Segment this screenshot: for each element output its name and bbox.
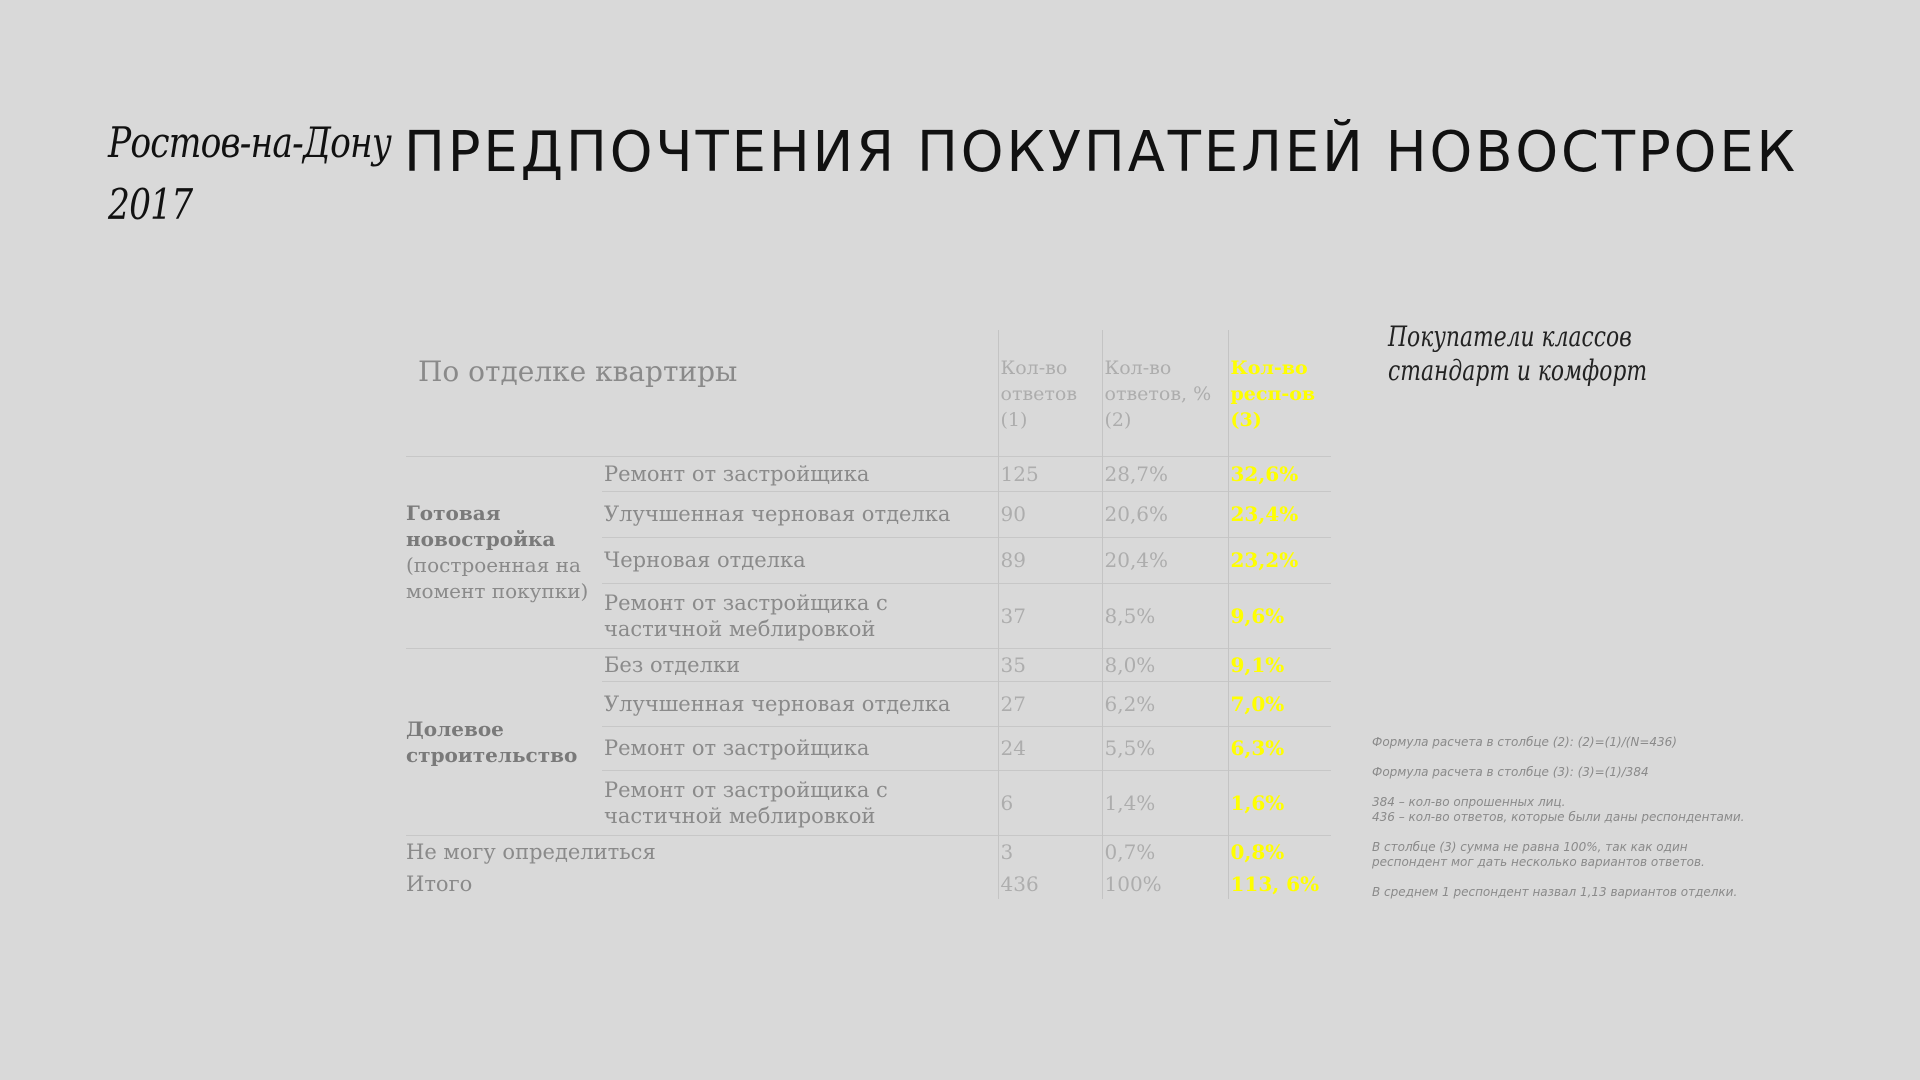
row-percent: 5,5% [1102,726,1228,770]
row-count: 3 [998,835,1102,869]
row-count: 27 [998,681,1102,726]
preferences-table [406,330,1331,899]
undecided-label: Не могу определиться [406,835,998,869]
row-percent: 20,4% [1102,537,1228,583]
row-percent: 28,7% [1102,456,1228,491]
group-name: Готовая новостройка [406,501,556,551]
subtitle-line: стандарт и комфорт [1388,354,1648,387]
year-label: 2017 [108,180,193,229]
row-count: 125 [998,456,1102,491]
row-respondents: 9,6% [1228,583,1331,648]
row-label: Улучшенная черновая отделка [602,491,998,537]
page-title: ПРЕДПОЧТЕНИЯ ПОКУПАТЕЛЕЙ НОВОСТРОЕК [404,120,1799,185]
city-name: Ростов-на-Дону [108,118,392,167]
row-respondents: 32,6% [1228,456,1331,491]
row-count: 90 [998,491,1102,537]
row-count: 6 [998,770,1102,835]
total-percent: 100% [1102,869,1228,899]
row-respondents: 9,1% [1228,648,1331,681]
section-title: По отделке квартиры [418,355,738,388]
footnote: Формула расчета в столбце (2): (2)=(1)/(N=436) [1372,735,1677,749]
row-respondents: 23,4% [1228,491,1331,537]
group-note: (построенная на момент покупки) [406,553,589,603]
row-respondents: 23,2% [1228,537,1331,583]
footnote: В среднем 1 респондент назвал 1,13 вариантов отделки. [1372,885,1738,899]
row-count: 89 [998,537,1102,583]
row-label: Ремонт от застройщика с частичной меблировкой [602,770,998,835]
row-label: Улучшенная черновая отделка [602,681,998,726]
row-label: Ремонт от застройщика [602,456,998,491]
row-percent: 8,5% [1102,583,1228,648]
row-percent: 0,7% [1102,835,1228,869]
row-percent: 1,4% [1102,770,1228,835]
table-subtitle [1388,320,1647,388]
row-label: Без отделки [602,648,998,681]
column-header-count: Кол-во ответов (1) [998,330,1102,456]
subtitle-line: Покупатели классов [1388,320,1632,353]
group-name: Долевое строительство [406,716,578,767]
row-label: Ремонт от застройщика [602,726,998,770]
group-label-ready [406,456,602,648]
row-label: Черновая отделка [602,537,998,583]
row-percent: 6,2% [1102,681,1228,726]
table-row [406,835,1331,869]
footnote: Формула расчета в столбце (3): (3)=(1)/384 [1372,765,1649,779]
row-percent: 8,0% [1102,648,1228,681]
group-label-shared [406,648,602,835]
total-count: 436 [998,869,1102,899]
footnotes [1372,735,1792,915]
column-header-respondents: Кол-во респ-ов (3) [1228,330,1331,456]
row-label: Ремонт от застройщика с частичной меблировкой [602,583,998,648]
total-respondents: 113, 6% [1228,869,1331,899]
row-respondents: 1,6% [1228,770,1331,835]
row-count: 35 [998,648,1102,681]
table-row [406,456,1331,491]
footnote: 384 – кол-во опрошенных лиц. 436 – кол-во ответов, которые были даны респондентами. [1372,795,1745,824]
location-label [108,112,391,236]
row-respondents: 0,8% [1228,835,1331,869]
row-count: 24 [998,726,1102,770]
row-count: 37 [998,583,1102,648]
footnote: В столбце (3) сумма не равна 100%, так как один респондент мог дать несколько вариантов ответов. [1372,840,1705,869]
row-respondents: 6,3% [1228,726,1331,770]
row-respondents: 7,0% [1228,681,1331,726]
total-label: Итого [406,872,473,896]
table-header-row [406,330,1331,456]
table-row [406,648,1331,681]
column-header-percent: Кол-во ответов, % (2) [1102,330,1228,456]
row-percent: 20,6% [1102,491,1228,537]
total-row [406,869,1331,899]
